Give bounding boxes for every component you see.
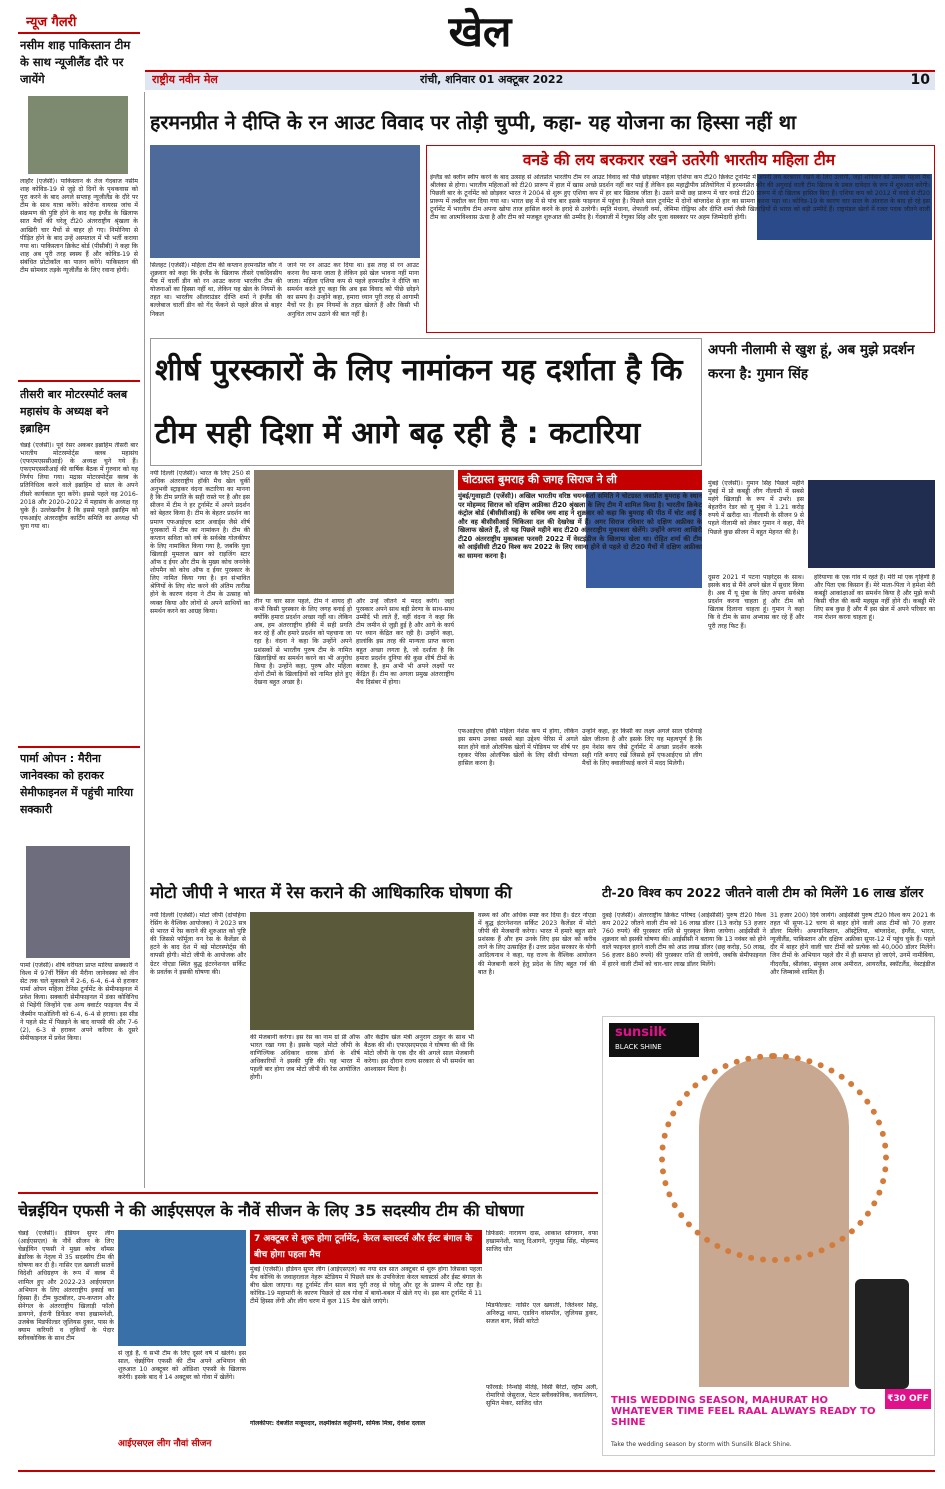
ad-brand: sunsilk bbox=[615, 1025, 667, 1040]
kataria-headline: शीर्ष पुरस्कारों के लिए नामांकन यह दर्शाता है कि टीम सही दिशा में आगे बढ़ रही है : कटारिया bbox=[150, 338, 702, 466]
wanday-body: इंग्लैंड को क्लीन स्वीप करने के बाद उत्साह से ओतप्रोत भारतीय टीम रन आउट विवाद को पीछे छोड़कर महिला एशिया कप टी20 क्रिकेट टूर्नामेंट में अपनी लय बरकरार रखने के लिए उतरेगी, जहां शनिवार को उसका पहला मैच श्रीलंका से होगा। भारतीय महिलाओं को टी20 प्रारूप में हाल में खास अच्छे प्रदर्शन नहीं कर पाई हैं लेकिन इस महाद्वीपीय प्रतियोगिता में हरमनप्रीत कौर की अगुवाई वाली टीम खिताब के प्रबल दावेदार के रूप में शुरुआत करेगी। पिछली बार के टूर्नामेंट को छोड़कर भारत ने 2004 से शुरू हुए एशिया कप में हर बार खिताब जीता है। उसने सभी छह प्रारूप में चार वनडे टी20 प्रारूप में दो खिताब हासिल किए हैं। एशिया कप को 2012 में वनडे से टी20 प्रारूप में तब्दील कर दिया गया था। भारत छह में से पांच बार इसके फाइनल में पहुंचा है। पिछले साल टूर्नामेंट में दोनों बांग्लादेश से हार का सामना करना पड़ा था। कोविड-19 के कारण चार साल के अंतराल के बाद हो रहे इस टूर्नामेंट में भारतीय टीम अपना खोया ताज हासिल करने के इरादे से उतरेगी। स्मृति मंधाना, शेफाली वर्मा, जेमिमा रोड्रिग्स और दीप्ति शर्मा जैसी खिलाड़ियों से भारत को बड़ी उम्मीदें हैं। राष्ट्रमंडल खेलों में रजत पदक जीतने वाली टीम का आत्मविश्वास ऊंचा है और टीम को मजबूत शुरुआत की उम्मीद है। गेंदबाजी में रेणुका सिंह और पूजा वस्त्रकार पर अहम जिम्मेदारी होगी। bbox=[430, 174, 930, 222]
item2-body: चेन्नई (एजेंसी)। पूर्व रेसर अकबर इब्राहिम तीसरी बार भारतीय मोटरस्पोर्ट्स क्लब महासंघ (एफएमएससीआई) के अध्यक्ष चुने गये हैं। एफएमएससीआई की वार्षिक बैठक में गुरुवार को यह निर्णय लिया गया। मद्रास मोटरस्पोर्ट्स क्लब के प्रतिनिधित्व करने वाले इब्राहिम दो साल के अपने तीसरे कार्यकाल पूरा करेंगे। इससे पहले वह 2016-2018 और 2020-2022 में महासंघ के अध्यक्ष रह चुके हैं। उल्लेखनीय है कि इससे पहले इब्राहिम को एफआईए अंतरराष्ट्रीय कार्टिंग समिति का अध्यक्ष भी चुना गया था। bbox=[20, 442, 138, 530]
item2-title: तीसरी बार मोटरस्पोर्ट क्लब महासंघ के अध्यक्ष बने इब्राहिम bbox=[20, 388, 128, 435]
item1-body: लाहौर (एजेंसी)। पाकिस्तान के तेज गेंदबाज नसीम शाह कोविड-19 से जुड़े दो दिनों के पृथकवास को पूरा करने के बाद अगले सप्ताह न्यूजीलैंड के दौरे पर टीम के साथ यात्रा करेंगे। कोरोना वायरस जांच में संक्रमण की पुष्टि होने के बाद यह इंग्लैंड के खिलाफ सात मैचों की घरेलू टी20 अंतरराष्ट्रीय श्रृंखला के आखिरी चार मैचों से बाहर हो गए। निमोनिया से पीड़ित होने के बाद उन्हें अस्पताल में भी भर्ती कराया गया था। पाकिस्तान क्रिकेट बोर्ड (पीसीबी) ने कहा कि शाह अब पूरी तरह स्वस्थ हैं और कोविड-19 से संबंधित प्रोटोकॉल का पालन करेंगे। पाकिस्तान की टीम सोमवार तड़के न्यूजीलैंड के लिए रवाना होगी। bbox=[20, 178, 138, 275]
lead-headline: हरमनप्रीत ने दीप्ति के रन आउट विवाद पर तोड़ी चुप्पी, कहा- यह योजना का हिस्सा नहीं था bbox=[150, 111, 797, 134]
t20prize-body-1: दुबई (एजेंसी)। अंतरराष्ट्रीय क्रिकेट परिषद (आईसीसी) पुरुष टी20 विश्व कप 2022 जीतने वाली टीम को 16 लाख डॉलर (13 करोड़ 53 हजार 760 रुपये) की पुरस्कार राशि से पुरस्कृत किया जायेगा। आईसीसी ने शुक्रवार को इसकी घोषणा की। आईसीसी ने बताया कि 13 नवंबर को होने वाले फाइनल हारने वाली टीम को आठ लाख डॉलर (छह करोड़, 50 लाख, 56 हजार 880 रुपये) की पुरस्कार राशि दी जायेगी, जबकि सेमीफाइनल में हारने वाली टीमों को चार-चार लाख डॉलर मिलेंगे। bbox=[602, 912, 766, 968]
divider bbox=[18, 746, 140, 748]
kataria-photo bbox=[254, 470, 454, 594]
sunsilk-ad[interactable] bbox=[602, 1016, 935, 1456]
isl-sub-label: आईएसएल लीग नौवां सीजन bbox=[118, 1439, 212, 1449]
ad-small-text: Take the wedding season by storm with Sunsilk Black Shine. bbox=[611, 1441, 792, 1448]
bottom-rule bbox=[18, 1470, 935, 1472]
maria-sakkari-photo bbox=[26, 846, 130, 958]
t20prize-headline: टी-20 विश्व कप 2022 जीतने वाली टीम को मिलेंगे 16 लाख डॉलर bbox=[602, 885, 924, 900]
wanday-headline: वनडे की लय बरकरार रखने उतरेगी भारतीय महिला टीम bbox=[522, 151, 836, 169]
gallery-label: न्यूज गैलरी bbox=[26, 15, 77, 30]
lead-body-1: सिलहट (एजेंसी)। महिला टीम की कप्तान हरमनप्रीत कौर ने शुक्रवार को कहा कि इंग्लैंड के खिलाफ तीसरे एकदिवसीय मैच में चार्ली डीन को रन आउट करना भारतीय टीम की योजनाओं का हिस्सा नहीं था, लेकिन यह खेल के नियमों के तहत था। भारतीय ऑलराउंडर दीप्ति शर्मा ने इंग्लैंड की बल्लेबाज चार्ली डीन को गेंद फेंकने से पहले क्रीज से बाहर निकल bbox=[150, 262, 282, 318]
motogp-body-2: की मेजबानी करेगा। इस रेस का नाम ग्रां प्री ऑफ भारत रखा गया है। इसके पहले मोटो जीपी के वाणिज्यिक अधिकार धारक डोर्ना के शीर्ष अधिकारियों ने इसकी पुष्टि की। यह भारत में पहली बार होगा जब मोटो जीपी की रेस आयोजित होगी। bbox=[250, 1034, 360, 1082]
gumaan-headline: अपनी नीलामी से खुश हूं, अब मुझे प्रदर्शन करना है: गुमान सिंह bbox=[708, 342, 915, 382]
motogp-body-3: और केंद्रीय खेल मंत्री अनुराग ठाकुर के साथ भी बैठक की थी। एफएसएमएस ने घोषणा की थी कि मोटो जीपी के एक दौर की अगले साल मेजबानी करेगा। इस दौरान राज्य सरकार से भी समर्थन का आश्वासन मिला है। bbox=[364, 1034, 474, 1074]
isl-defenders: डिफेंडर्स: नारायण दास, आकाश सांगवान, वफा हखामनेशी, फालू दिआगने, गुरमुख सिंह, मोहम्मद साजिद धोत bbox=[486, 1230, 598, 1254]
bumrah-headline: चोटग्रस्त बुमराह की जगह सिराज ने ली bbox=[462, 473, 617, 486]
ad-brand-sub: BLACK SHINE bbox=[615, 1043, 662, 1051]
ad-offer-badge: ₹30 OFF bbox=[885, 1389, 931, 1409]
ad-wreath bbox=[659, 1053, 889, 1263]
motogp-headline: मोटो जीपी ने भारत में रेस कराने की आधिकारिक घोषणा की bbox=[150, 883, 512, 902]
naseem-shah-photo bbox=[28, 96, 128, 174]
motogp-body-1: नयी दिल्ली (एजेंसी)। मोटो जीपी (दोपहिया रेसिंग के वैश्विक आयोजक) ने 2023 सत्र से भारत में रेस कराने की शुरुआत को पुष्टि की जिससे फॉर्मूला वन रेस के कैलेंडर से हटने के बाद देश में बड़े मोटरस्पोर्ट्स की वापसी होगी। मोटो जीपी के आयोजक और ग्रेटर नोएडा स्थित बुद्ध इंटरनेशनल सर्किट के प्रवर्तक ने इसकी घोषणा की। bbox=[150, 912, 246, 976]
wanday-box bbox=[426, 145, 935, 333]
bumrah-body-3: उन्होंने कहा, हर किसी का लक्ष्य अगले साल एशियाई खेल जीतना है और इसके लिए यह महत्वपूर्ण है कि हम नेशंस कप जैसे टूर्नामेंट में अच्छा प्रदर्शन करके सही गति बनाए रखें जिससे हमें एफआईएच प्रो लीग मैचों के लिए क्वालीफाई करने में मदद मिलेगी। bbox=[582, 728, 702, 768]
isl-body-2: से जुड़े हैं, ये सभी टीम के लिए दूसरे वर्ष में खेलेंगे। इस साल, चेन्नईयिन एफसी की टीम अपने अभियान की शुरुआत 10 अक्टूबर को ओडिशा एफसी के खिलाफ करेगी। इसके बाद वे 14 अक्टूबर को गोवा में खेलेंगे। bbox=[118, 1350, 246, 1382]
divider bbox=[18, 380, 140, 382]
divider bbox=[18, 32, 140, 34]
chennaiyin-photo bbox=[118, 1230, 246, 1346]
item3-title: पार्मा ओपन : मैरीना जानेवस्का को हराकर सेमीफाइनल में पहुंची मारिया सक्कारी bbox=[20, 752, 134, 816]
lead-body-2: जाने पर रन आउट कर दिया था। इस तरह से रन आउट करना वैध माना जाता है लेकिन इसे खेल भावना नहीं माना जाता। महिला एशिया कप से पहले हरमनप्रीत ने दीप्ति का समर्थन करते हुए कहा कि अब इस विवाद को पीछे छोड़ने का समय है। उन्होंने कहा, हमारा ध्यान पूरी तरह से आगामी मैचों पर है। हम नियमों के तहत खेलते हैं और किसी भी अनुचित लाभ उठाने की बात नहीं है। bbox=[287, 262, 419, 318]
gumaan-body-3: हरियाणा के एक गांव में रहते हैं। मेरी मां एक गृहिणी हैं और पिता एक किसान हैं। मेरे माता-पिता ने हमेशा मेरी कबड्डी आकांक्षाओं का समर्थन किया है और मुझे कभी किसी चीज की कमी महसूस नहीं होने दी। कबड्डी मेरे लिए सब कुछ है और मैं इस खेल में अपने परिवार का नाम रोशन करना चाहता हूं। bbox=[814, 574, 935, 622]
item1-title: नसीम शाह पाकिस्तान टीम के साथ न्यूजीलैंड दौरे पर जायेंगे bbox=[20, 38, 131, 86]
isl-midfielders: मिडफील्डर: नासिर एल खयाती, जितेश्वर सिंह, अनिरुद्ध थापा, एडविन वांसपॉल, जुलियस डुकर, सजल बाग, विंसी बारेटो bbox=[486, 1302, 598, 1326]
ad-tagline: THIS WEDDING SEASON, MAHURAT HO WHATEVER TIME FEEL RAAL ALWAYS READY TO SHINE bbox=[611, 1395, 876, 1428]
kataria-body-3: और उन्हें जीतने में मदद करेंगे। जहां पुरस्कार अपने साथ बड़ी प्रेरणा के साथ-साथ उम्मीदें भी लाते हैं, वहीं वंदना ने कहा कि टीम जमीन से जुड़ी हुई है और आगे के कार्य पर ध्यान केंद्रित कर रही है। उन्होंने कहा, हालांकि इस तरह की मान्यता प्राप्त करना बहुत अच्छा लगता है, जो दर्शाता है कि हमारा प्रदर्शन दुनिया की कुछ शीर्ष टीमों के बराबर है, हम अभी भी अपने लक्ष्यों पर केंद्रित हैं। टीम का अगला प्रमुख अंतरराष्ट्रीय मैच दिसंबर में होगा। bbox=[356, 598, 454, 686]
isl-body-3: मुंबई (एजेंसी)। इंडियन सुपर लीग (आईएसएल) का नया सत्र सात अक्टूबर से शुरू होगा जिसका पहला मैच कोच्चि के जवाहरलाल नेहरू स्टेडियम में पिछले सत्र के उपविजेता केरल ब्लास्टर्स और ईस्ट बंगाल के बीच खेला जाएगा। यह टूर्नामेंट तीन साल बाद पूरी तरह से घरेलू और दूर के प्रारूप में लौट रहा है। कोविड-19 महामारी के कारण पिछले दो सत्र गोवा में बायो-बबल में खेले गए थे। इस बार टूर्नामेंट में 11 टीमें हिस्सा लेंगी और लीग चरण में कुल 115 मैच खेले जाएंगे। bbox=[250, 1266, 482, 1306]
isl-forwards: फॉरवर्ड: निन्थोई मीतेई, विंसी बैरेटो, रहीम अली, रोमारियो जेसुराज, पेटार स्लीवकोविक, कवालियन, सुमित मेकर, साजिद धोत bbox=[486, 1384, 598, 1408]
gumaan-body-1: मुंबई (एजेंसी)। गुमान सिंह पिछले महीने मुंबई में प्रो कबड्डी लीग नीलामी में सबसे महंगे खिलाड़ी के रूप में उभरे। इस बेहतरीन रेडर को यू मुंबा ने 1.21 करोड़ रुपये में खरीदा था। नीलामी के सीजन 9 से पहले नीलामी को लेकर गुमान ने कहा, मैंने पिछले कुछ सीजन में बहुत मेहनत की है। bbox=[708, 480, 804, 536]
isl-subheadline: 7 अक्टूबर से शुरू होगा टूर्नामेंट, केरल ब्लास्टर्स और ईस्ट बंगाल के बीच होगा पहला मैच bbox=[254, 1234, 473, 1260]
kataria-body-1: नयी दिल्ली (एजेंसी)। भारत के लिए 250 से अधिक अंतरराष्ट्रीय हॉकी मैच खेल चुकीं अनुभवी स्ट्राइकर वंदना कटारिया का मानना है कि टीम प्रगति के सही रास्ते पर है और इस सीजन में टीम ने हर टूर्नामेंट में अपने प्रदर्शन को बेहतर किया है। टीम के बेहतर प्रदर्शन का प्रमाण एफआईएच स्टार अवार्ड्स जैसे शीर्ष पुरस्कारों में टीम का नामांकन है। टीम की कप्तान सविता को वर्ष के सर्वश्रेष्ठ गोलकीपर के लिए नामांकित किया गया है, जबकि युवा खिलाड़ी मुमताज खान को राइजिंग स्टार ऑफ द ईयर और टीम के मुख्य कोच जननेके शोपमैन को कोच ऑफ द ईयर पुरस्कार के लिए नामित किया गया है। इन संभावित श्रेणियों के लिए वोट करने की अंतिम तारीख होने के कारण वंदना ने टीम के उत्साह को व्यक्त किया और लोगों से अपने साथियों का समर्थन करने का आग्रह किया। bbox=[150, 470, 250, 615]
t20prize-body-2: 31 हजार 200) दिये जायेंगे। आईसीसी पुरुष टी20 विश्व कप 2021 के तहत भी सुपर-12 चरण से बाहर होने वाली आठ टीमों को 70 हजार डॉलर मिलेंगे। अफगानिस्तान, ऑस्ट्रेलिया, बांग्लादेश, इंग्लैंड, भारत, न्यूजीलैंड, पाकिस्तान और दक्षिण अफ्रीका सुपर-12 में पहुंच चुके हैं। पहले दौर में बाहर होने वाली चार टीमों को प्रत्येक को 40,000 डॉलर मिलेंगे। जिन टीमों के अभियान पहले दौर में ही समाप्त हो जाएंगे, उनमें नामीबिया, नीदरलैंड, श्रीलंका, संयुक्त अरब अमीरात, आयरलैंड, स्कॉटलैंड, वेस्टइंडीज और जिम्बाब्वे शामिल हैं। bbox=[770, 912, 935, 976]
motogp-photo bbox=[250, 912, 474, 1030]
bumrah-body-2: एफआईएच हॉकी महिला नेशंस कप में होगा, लेकिन इस समय उनका सबसे बड़ा उद्देश्य पेरिस में अगले साल होने वाले ओलंपिक खेलों में पोडियम पर शीर्ष पर रहकर पेरिस ओलंपिक खेलों के लिए सीधी योग्यता हासिल करना है। bbox=[458, 728, 578, 768]
item3-body: पार्मा (एजेंसी)। शीर्ष वरीयता प्राप्त मारिया सक्कारी ने विश्व में 97वीं रैंकिंग की मैरीना जानेवस्का को तीन सेट तक चले मुकाबले में 2-6, 6-4, 6-4 से हराकर पार्मा ओपन महिला टेनिस टूर्नामेंट के सेमीफाइनल में प्रवेश किया। सक्कारी सेमीफाइनल में डंका कोविनिच से भिड़ेंगी जिन्होंने एक अन्य क्वार्टर फाइनल मैच में जैस्मीन पाओलिनी को 6-4, 6-4 से हराया। इस सीड ने पहले सेट में पिछड़ने के बाद वापसी की और 7-6 (2), 6-3 से हराकर अपने करियर के दूसरे सेमीफाइनल में प्रवेश किया। bbox=[20, 962, 138, 1042]
bumrah-box bbox=[458, 470, 702, 868]
column-rule bbox=[144, 92, 145, 1188]
kabaddi-photo bbox=[808, 480, 935, 568]
isl-body-1: चेन्नई (एजेंसी)। इंडियन सुपर लीग (आईएसएल) के नौवें सीजन के लिए चेन्नईयिन एफसी ने मुख्य कोच थॉमस ब्रेडरिक के नेतृत्व में 35 सदस्यीय टीम की घोषणा कर दी है। नासिर एल खयाती सातवें विदेशी अधिग्रहण के रूप में क्लब में शामिल हुए और 2022-23 आईएसएल अभियान के लिए अंतरराष्ट्रीय इकाई का हिस्सा हैं। टीम फुटबॉलर, उप-कप्तान और सेनेगल के अंतरराष्ट्रीय खिलाड़ी फॉलो डायगने, ईरानी डिफेंडर वफा हखामनेशी, उजबेक मिडफील्डर जुलियस दुकर, पास के क्याम करियरी व लुकियाँ के पेदार स्लीवकोविक के साथ टीम bbox=[18, 1230, 114, 1343]
news-gallery-sidebar bbox=[18, 10, 140, 1290]
motogp-body-4: वस्थ्य को और अधिक स्पष्ट कर दिया है। ग्रेटर नोएडा में बुद्ध इंटरनेशनल सर्किट 2023 कैलेंडर में मोटो जीपी की मेजबानी करेगा। भारत में हमारे बहुत सारे प्रशंसक हैं और हम उनके लिए इस खेल को करीब लाने के लिए उत्साहित हैं। उत्तर प्रदेश सरकार के योगी आदित्यनाथ ने कहा, यह राज्य के वैश्विक आयोजन की मेजबानी करने हेतु प्रदेश के लिए बहुत गर्व की बात है। bbox=[478, 912, 596, 976]
kataria-body-2: तीन या चार साल पहले, टीम ने शायद ही कभी किसी पुरस्कार के लिए जगह बनाई हो क्योंकि हमारा प्रदर्शन अच्छा नहीं था। लेकिन अब, हम अंतरराष्ट्रीय हॉकी में सही प्रगति कर रहे हैं और हमारे प्रदर्शन को पहचाना जा रहा है। वंदना ने कहा कि उन्होंने अपने प्रशंसकों से भारतीय पुरुष टीम के नामित खिलाड़ियों का समर्थन करने का भी अनुरोध किया है। उन्होंने कहा, पुरुष और महिला दोनों टीमों के खिलाड़ियों को नामित होते हुए देखना बहुत अच्छा है। bbox=[254, 598, 352, 686]
runout-photo bbox=[150, 145, 420, 258]
gumaan-body-2: दूसरा 2021 में पटना पाइरेट्स के साथ। इसके बाद से मैंने अपने खेल में सुधार किया है। अब मैं यू मुंबा के लिए अपना सर्वश्रेष्ठ प्रदर्शन करना चाहता हूं और टीम को खिताब दिलाना चाहता हूं। गुमान ने कहा कि वे टीम के साथ अभ्यास कर रहे हैं और पूरी तरह फिट हैं। bbox=[708, 574, 804, 630]
section-title: खेल bbox=[448, 7, 512, 56]
masthead bbox=[0, 0, 945, 92]
bumrah-body: मुंबई/गुवाहाटी (एजेंसी)। अखिल भारतीय वरिष्ठ चयनकर्ता समिति ने चोटग्रस्त जसप्रीत बुमराह के स्थान पर मोहम्मद सिराज को दक्षिण अफ्रीका टी20 श्रृंखला के लिए टीम में शामिल किया है। भारतीय क्रिकेट कंट्रोल बोर्ड (बीसीसीआई) के सचिव जय शाह ने शुक्रवार को कहा कि बुमराह की पीठ में चोट आई है और वह बीसीसीआई चिकित्सा दल की देखरेख में हैं। अगर सिराज रविवार को दक्षिण अफ्रीका के खिलाफ खेलते हैं, तो यह पिछले महीने बाद टी20 अंतरराष्ट्रीय मुकाबला खेलेंगे। उन्होंने अपना आखिरी टी20 अंतरराष्ट्रीय मुकाबला फरवरी 2022 में वेस्टइंडीज के खिलाफ खेला था। रोहित शर्मा की टीम को आईसीसी टी20 विश्व कप 2022 के लिए रवाना होने से पहले दो टी20 मैचों में दक्षिण अफ्रीका का सामना करना है। bbox=[458, 492, 702, 560]
isl-goalkeepers: गोलकीपर: देबजीत मजूमदार, लक्ष्मीकांत कट्टीमनी, समिक मित्रा, देवांश दलाल bbox=[250, 1420, 426, 1427]
ad-bottle-image bbox=[855, 1279, 909, 1389]
page-number: 10 bbox=[910, 72, 930, 88]
isl-headline: चेन्नईयिन एफसी ने की आईएसएल के नौवें सीजन के लिए 35 सदस्यीय टीम की घोषणा bbox=[18, 1192, 598, 1226]
dateline: रांची, शनिवार 01 अक्टूबर 2022 bbox=[420, 73, 564, 86]
paper-name: राष्ट्रीय नवीन मेल bbox=[152, 73, 218, 86]
